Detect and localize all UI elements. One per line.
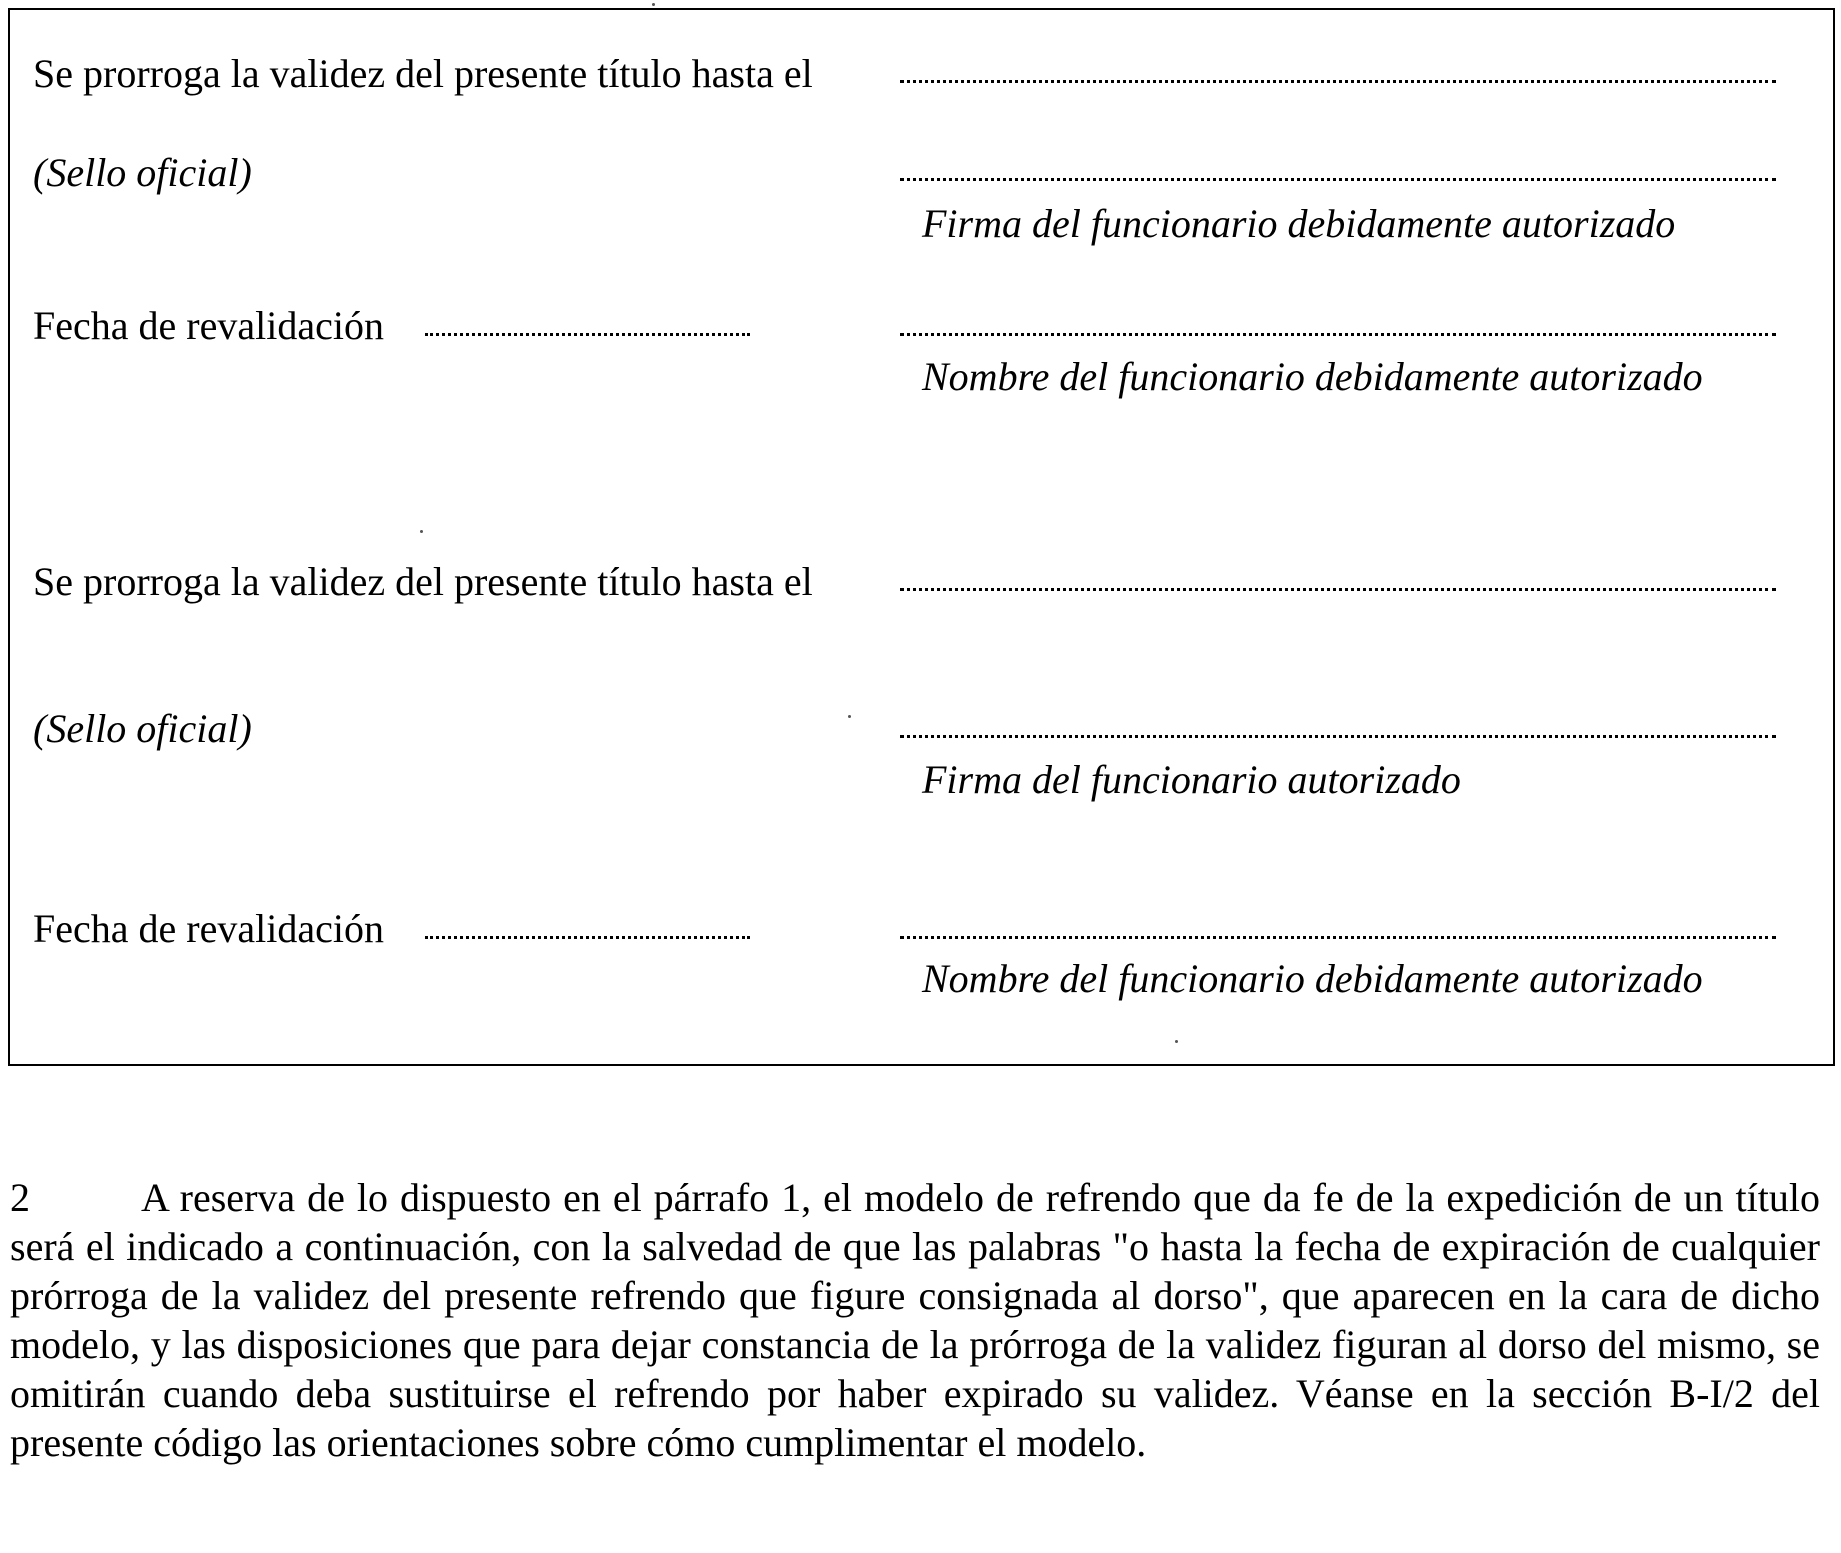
paragraph-number: 2 (10, 1175, 30, 1220)
seal-label-1: (Sello oficial) (33, 150, 252, 195)
name-caption-2: Nombre del funcionario debidamente autorizado (922, 956, 1703, 1001)
revalidation-date-field-1[interactable] (425, 333, 750, 336)
name-line-2[interactable] (900, 936, 1776, 939)
extension-text-1: Se prorroga la validez del presente título hasta el (33, 51, 813, 96)
extension-date-field-2[interactable] (900, 588, 1776, 591)
extension-text-2: Se prorroga la validez del presente título hasta el (33, 559, 813, 604)
name-caption-1: Nombre del funcionario debidamente autorizado (922, 354, 1703, 399)
scan-speck (848, 715, 851, 718)
scan-speck (1175, 1040, 1178, 1043)
name-line-1[interactable] (900, 333, 1776, 336)
scan-speck (652, 3, 655, 6)
seal-label-2: (Sello oficial) (33, 706, 252, 751)
paragraph-2 (10, 1173, 1820, 1467)
revalidation-date-field-2[interactable] (425, 936, 750, 939)
signature-caption-2: Firma del funcionario autorizado (922, 757, 1461, 802)
signature-line-2[interactable] (900, 735, 1776, 738)
scan-speck (420, 530, 423, 533)
signature-line-1[interactable] (900, 178, 1776, 181)
signature-caption-1: Firma del funcionario debidamente autorizado (922, 201, 1676, 246)
revalidation-label-2: Fecha de revalidación (33, 906, 384, 951)
revalidation-label-1: Fecha de revalidación (33, 303, 384, 348)
extension-date-field-1[interactable] (900, 80, 1776, 83)
paragraph-text: A reserva de lo dispuesto en el párrafo 1, el modelo de refrendo que da fe de la expedición de un título será el indicado a continuación, con la salvedad de que las palabras "o hasta la fecha de expiración de cualquier prórroga de la validez del presente refrendo que figure consignada al dorso", que aparecen en la cara de dicho modelo, y las disposiciones que para dejar constancia de la prórroga de la validez figuran al dorso del mismo, se omitirán cuando deba sustituirse el refrendo por haber expirado su validez. Véanse en la sección B-I/2 del presente código las orientaciones sobre cómo cumplimentar el modelo. (10, 1175, 1820, 1465)
